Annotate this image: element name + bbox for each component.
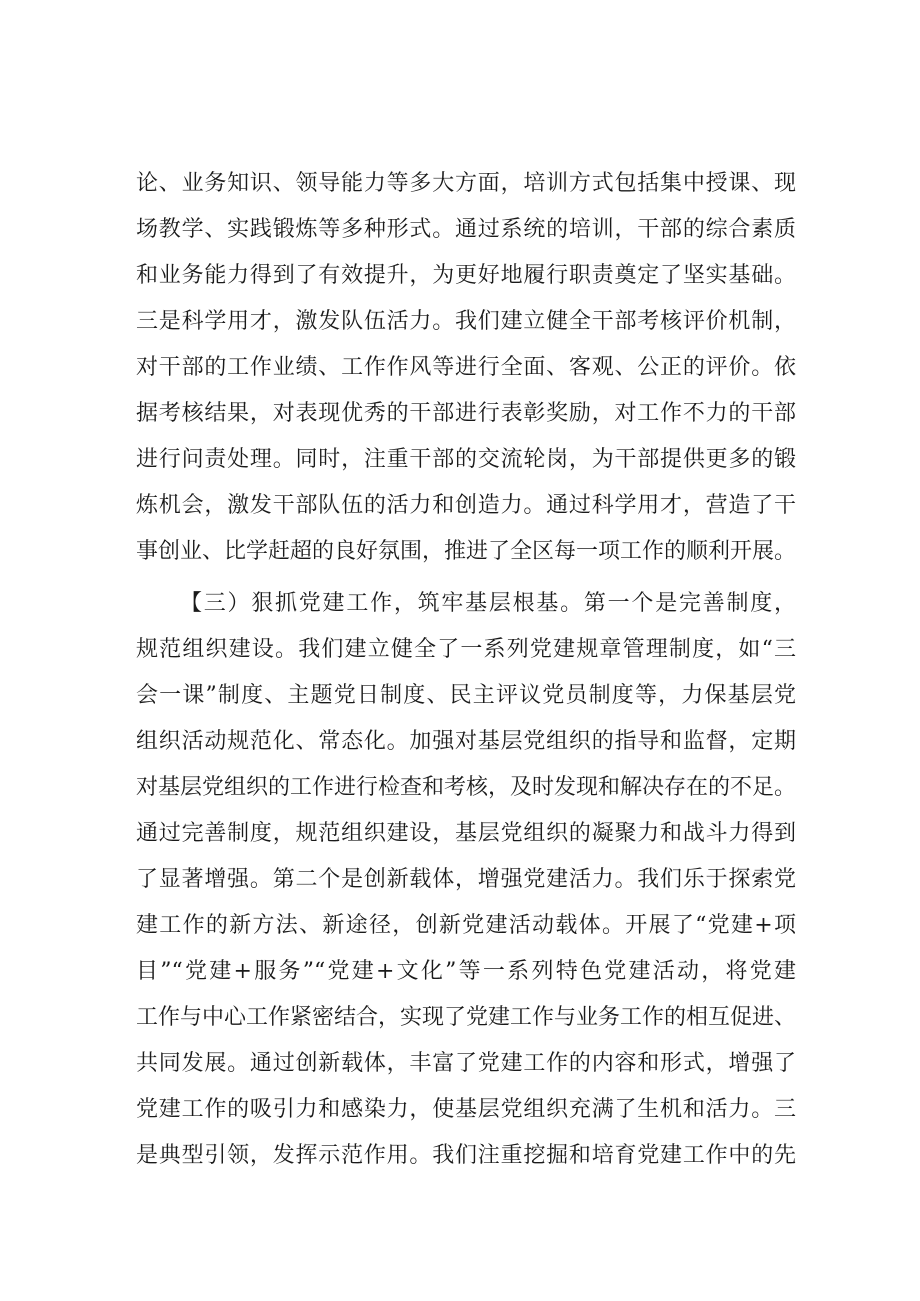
paragraph-1-line-9: 事创业、比学赶超的良好氛围，推进了全区每一项工作的顺利开展。	[136, 539, 797, 564]
paragraph-2-line-6: 通过完善制度，规范组织建设，基层党组织的凝聚力和战斗力得到	[136, 821, 796, 846]
paragraph-2-line-2: 规范组织建设。我们建立健全了一系列党建规章管理制度，如“三	[136, 637, 796, 662]
paragraph-2-line-10: 工作与中心工作紧密结合，实现了党建工作与业务工作的相互促进、	[136, 1005, 797, 1030]
paragraph-2-line-5: 对基层党组织的工作进行检查和考核，及时发现和解决存在的不足。	[136, 775, 797, 800]
paragraph-1-line-7: 进行问责处理。同时，注重干部的交流轮岗，为干部提供更多的锻	[136, 447, 796, 472]
paragraph-2-line-12: 党建工作的吸引力和感染力，使基层党组织充满了生机和活力。三	[136, 1097, 796, 1122]
paragraph-1-line-3: 和业务能力得到了有效提升，为更好地履行职责奠定了坚实基础。	[136, 263, 796, 288]
paragraph-1-line-4: 三是科学用才，激发队伍活力。我们建立健全干部考核评价机制，	[136, 309, 796, 334]
paragraph-2-line-8: 建工作的新方法、新途径，创新党建活动载体。开展了“党建+项	[136, 913, 796, 938]
paragraph-2-line-9: 目”“党建+服务”“党建+文化”等一系列特色党建活动，将党建	[136, 959, 796, 984]
paragraph-2-line-3: 会一课”制度、主题党日制度、民主评议党员制度等，力保基层党	[136, 683, 796, 708]
paragraph-2-line-1: 【三）狠抓党建工作，筑牢基层根基。第一个是完善制度，	[180, 591, 796, 616]
paragraph-2-line-11: 共同发展。通过创新载体，丰富了党建工作的内容和形式，增强了	[136, 1051, 796, 1076]
paragraph-1-line-2: 场教学、实践锻炼等多种形式。通过系统的培训，干部的综合素质	[136, 217, 796, 242]
paragraph-1-line-5: 对干部的工作业绩、工作作风等进行全面、客观、公正的评价。依	[136, 355, 796, 380]
paragraph-2-line-13: 是典型引领，发挥示范作用。我们注重挖掘和培育党建工作中的先	[136, 1143, 796, 1168]
paragraph-1-line-6: 据考核结果，对表现优秀的干部进行表彰奖励，对工作不力的干部	[136, 401, 796, 426]
paragraph-2-line-7: 了显著增强。第二个是创新载体，增强党建活力。我们乐于探索党	[136, 867, 796, 892]
paragraph-2-line-4: 组织活动规范化、常态化。加强对基层党组织的指导和监督，定期	[136, 729, 796, 754]
paragraph-1-line-8: 炼机会，激发干部队伍的活力和创造力。通过科学用才，营造了干	[136, 493, 796, 518]
paragraph-1-line-1: 论、业务知识、领导能力等多大方面，培训方式包括集中授课、现	[136, 171, 796, 196]
